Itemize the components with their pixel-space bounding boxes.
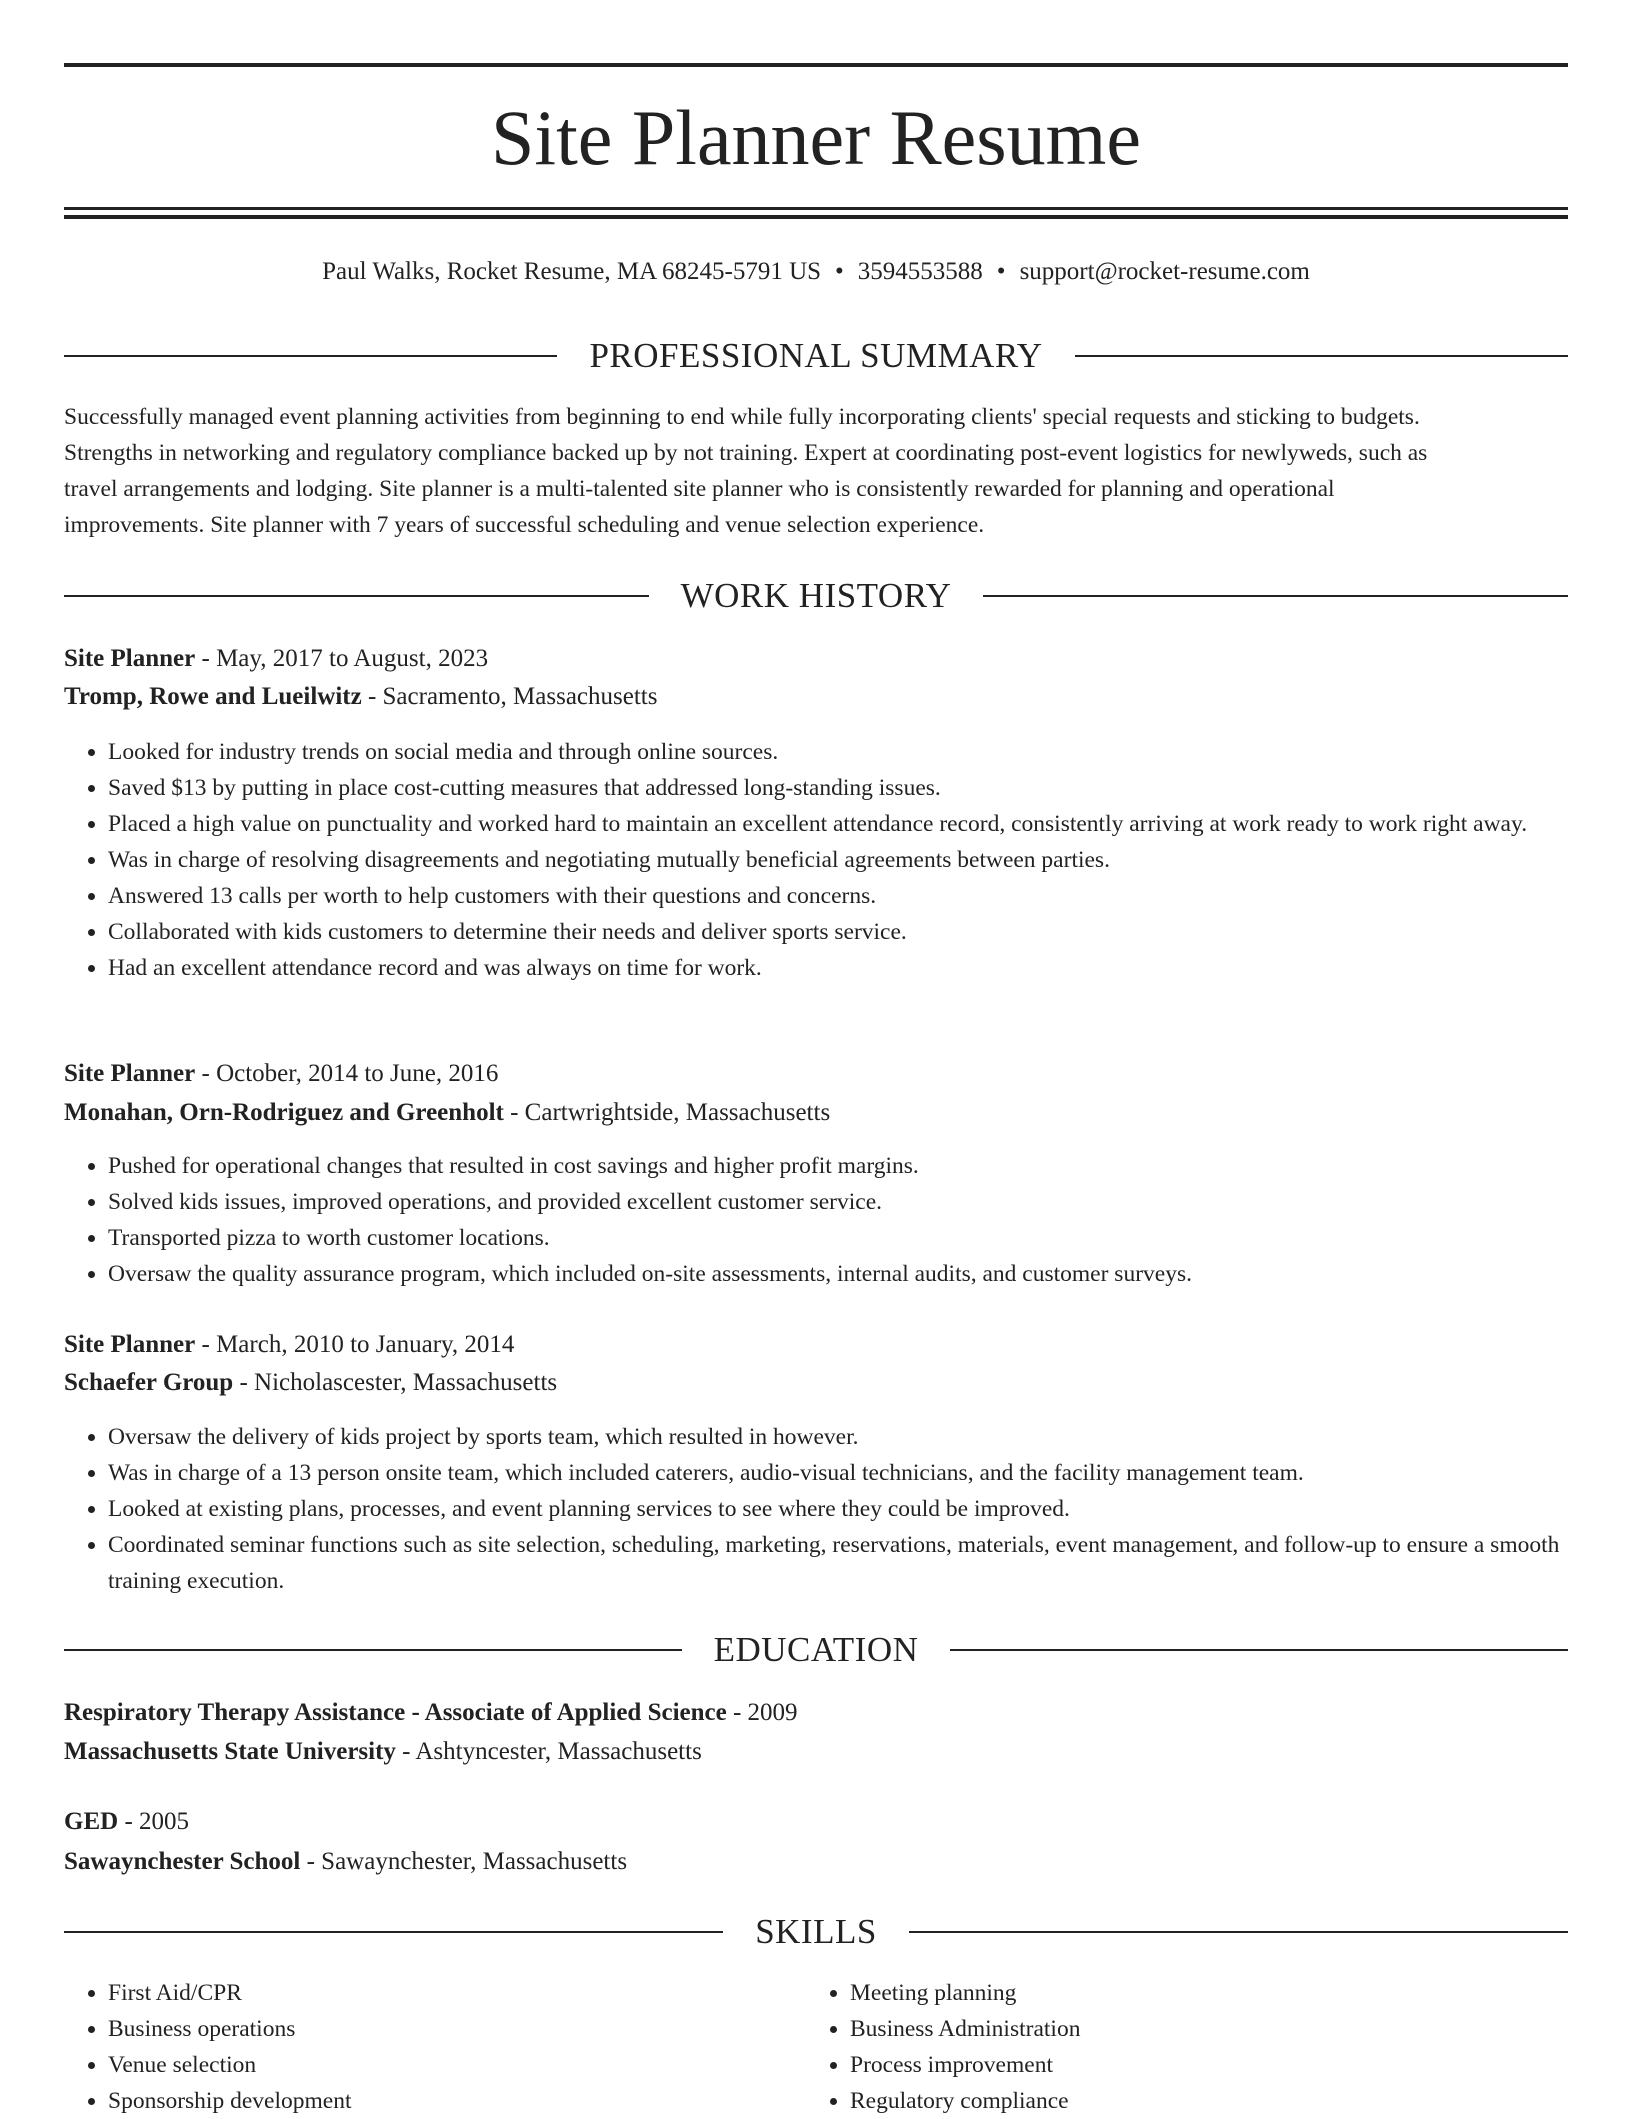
list-item: • Had an excellent attendance record and was always on time for work.: [108, 950, 1568, 986]
job-title-line: [64, 640, 1568, 678]
contact-separator: •: [996, 258, 1006, 285]
job-title: Site Planner: [64, 1060, 196, 1087]
education-location: - Sawaynchester, Massachusetts: [300, 1848, 628, 1875]
section-title: PROFESSIONAL SUMMARY: [589, 336, 1043, 375]
section-title: EDUCATION: [713, 1630, 919, 1669]
job-title: Site Planner: [64, 1331, 196, 1358]
job-bullets: [64, 1148, 1568, 1292]
job-company-line: [64, 678, 1568, 716]
skill-item: • Regulatory compliance: [850, 2083, 1568, 2119]
list-item: • Was in charge of resolving disagreements and negotiating mutually beneficial agreements between parties.: [108, 842, 1568, 878]
section-heading-summary: [64, 334, 1568, 378]
list-item: • Collaborated with kids customers to determine their needs and deliver sports service.: [108, 914, 1568, 950]
skill-item: • Sponsorship development: [108, 2083, 804, 2119]
job-location: - Sacramento, Massachusetts: [361, 683, 658, 710]
skill-item: • Venue selection: [108, 2047, 804, 2083]
list-item: • Placed a high value on punctuality and worked hard to maintain an excellent attendance record, consistently arriving at work ready to work right away.: [108, 806, 1568, 842]
section-title: WORK HISTORY: [680, 576, 952, 615]
education-school: Massachusetts State University: [64, 1738, 396, 1765]
section-title: SKILLS: [755, 1912, 877, 1951]
heading-rule: [983, 595, 1568, 597]
job-dates: - March, 2010 to January, 2014: [195, 1331, 515, 1358]
heading-rule: [909, 1931, 1568, 1933]
education-year: - 2009: [726, 1699, 798, 1726]
education-degree-line: [64, 1803, 1568, 1841]
job-company: Tromp, Rowe and Lueilwitz: [64, 683, 362, 710]
heading-rule: [950, 1649, 1568, 1651]
education-year: - 2005: [118, 1808, 190, 1835]
page-title: Site Planner Resume: [491, 94, 1141, 181]
heading-rule: [64, 595, 649, 597]
heading-rule: [64, 1649, 682, 1651]
contact-phone: 3594553588: [857, 258, 983, 285]
list-item: • Pushed for operational changes that resulted in cost savings and higher profit margins.: [108, 1148, 1568, 1184]
summary-text: [64, 399, 1568, 543]
skills-list-left: [64, 1975, 804, 2119]
list-item: • Oversaw the delivery of kids project by sports team, which resulted in however.: [108, 1419, 1568, 1455]
job-dates: - October, 2014 to June, 2016: [195, 1060, 499, 1087]
title-rule-lower: [64, 215, 1568, 219]
job-company-line: [64, 1094, 1568, 1132]
education-school-line: [64, 1733, 1568, 1771]
job-title-line: [64, 1326, 1568, 1364]
list-item: • Looked for industry trends on social media and through online sources.: [108, 734, 1568, 770]
list-item: • Solved kids issues, improved operations, and provided excellent customer service.: [108, 1184, 1568, 1220]
list-item: • Transported pizza to worth customer locations.: [108, 1220, 1568, 1256]
job-title: Site Planner: [64, 645, 196, 672]
contact-line: [64, 252, 1568, 292]
skill-item: • Process improvement: [850, 2047, 1568, 2083]
education-school-line: [64, 1843, 1568, 1881]
skills-list-right: [806, 1975, 1568, 2119]
heading-rule: [64, 1931, 723, 1933]
contact-email: support@rocket-resume.com: [1019, 258, 1310, 285]
summary-line: improvements. Site planner with 7 years of successful scheduling and venue selection experience.: [64, 512, 985, 538]
contact-separator: •: [835, 258, 844, 285]
education-degree: Respiratory Therapy Assistance - Associate of Applied Science: [64, 1699, 727, 1726]
list-item: • Saved $13 by putting in place cost-cutting measures that addressed long-standing issues.: [108, 770, 1568, 806]
heading-rule: [64, 355, 557, 357]
skill-item: • First Aid/CPR: [108, 1975, 804, 2011]
list-item: • Answered 13 calls per worth to help customers with their questions and concerns.: [108, 878, 1568, 914]
section-heading-work: [64, 574, 1568, 618]
summary-line: Successfully managed event planning activities from beginning to end while fully incorporating clients' special requests and sticking to budgets.: [64, 404, 1420, 430]
job-company: Schaefer Group: [64, 1369, 234, 1396]
job-company-line: [64, 1364, 1568, 1402]
list-item: • Was in charge of a 13 person onsite team, which included caterers, audio-visual technicians, and the facility management team.: [108, 1455, 1568, 1491]
job-location: - Cartwrightside, Massachusetts: [503, 1099, 831, 1126]
title-rule-upper: [64, 207, 1568, 210]
education-location: - Ashtyncester, Massachusetts: [395, 1738, 702, 1765]
contact-address: Paul Walks, Rocket Resume, MA 68245-5791 US: [322, 258, 822, 285]
section-heading-education: [64, 1628, 1568, 1672]
education-school: Sawaynchester School: [64, 1848, 301, 1875]
job-title-line: [64, 1055, 1568, 1093]
list-item: • Coordinated seminar functions such as site selection, scheduling, marketing, reservations, materials, event management, and follow-up to ensure a smooth training execution.: [108, 1527, 1568, 1599]
job-bullets: [64, 1419, 1568, 1599]
skill-item: • Meeting planning: [850, 1975, 1568, 2011]
job-bullets: [64, 734, 1568, 986]
summary-line: travel arrangements and lodging. Site planner is a multi-talented site planner who is consistently rewarded for planning and operational: [64, 476, 1335, 502]
top-rule: [64, 63, 1568, 67]
skill-item: • Business operations: [108, 2011, 804, 2047]
education-degree-line: [64, 1694, 1568, 1732]
section-heading-skills: [64, 1910, 1568, 1954]
job-company: Monahan, Orn-Rodriguez and Greenholt: [64, 1099, 504, 1126]
education-degree: GED: [64, 1808, 119, 1835]
list-item: • Looked at existing plans, processes, and event planning services to see where they could be improved.: [108, 1491, 1568, 1527]
skill-item: • Business Administration: [850, 2011, 1568, 2047]
job-dates: - May, 2017 to August, 2023: [195, 645, 489, 672]
list-item: • Oversaw the quality assurance program, which included on-site assessments, internal audits, and customer surveys.: [108, 1256, 1568, 1292]
job-location: - Nicholascester, Massachusetts: [233, 1369, 558, 1396]
summary-line: Strengths in networking and regulatory compliance backed up by not training. Expert at coordinating post-event logistics for newlyweds, such as: [64, 440, 1428, 466]
heading-rule: [1075, 355, 1568, 357]
